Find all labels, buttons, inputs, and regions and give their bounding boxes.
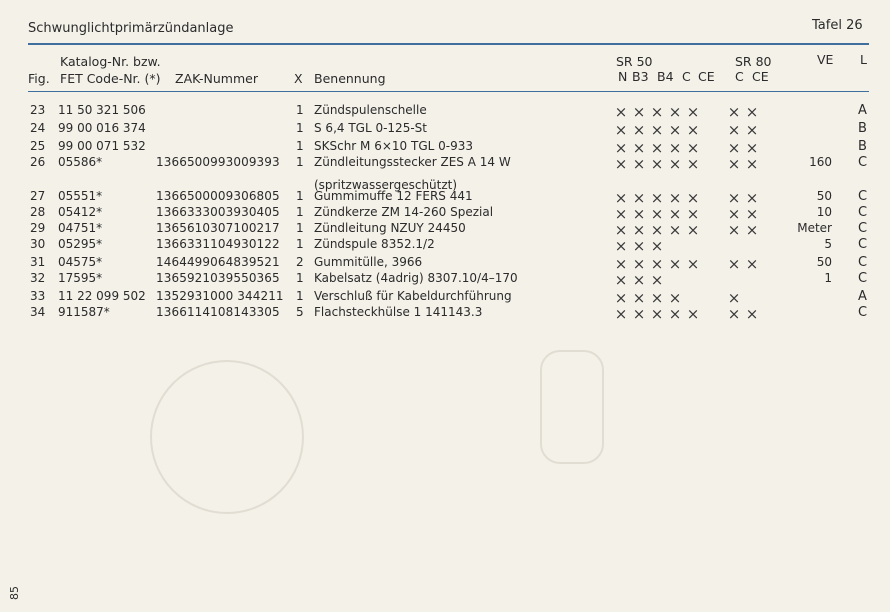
sr50-fit-mark: × [632,189,646,207]
sr50-fit-mark: × [686,189,700,207]
quantity: 1 [296,121,304,135]
header-sr50-b3: B3 [632,69,649,84]
quantity: 1 [296,271,304,285]
zak-number: 1366333003930405 [156,205,280,219]
table-row [0,205,890,221]
sr50-fit-mark: × [650,155,664,173]
table-row [0,139,890,155]
catalog-number: 99 00 071 532 [58,139,146,153]
sr80-fit-mark: × [745,139,759,157]
zak-number: 1366500009306805 [156,189,280,203]
sr50-fit-mark: × [686,205,700,223]
sr50-fit-mark: × [668,121,682,139]
page-title: Schwunglichtprimärzündanlage [28,21,234,36]
page-number: 85 [8,586,21,600]
part-name: Verschluß für Kabeldurchführung [314,289,512,303]
sr80-fit-mark: × [727,289,741,307]
supply-code: C [858,221,868,236]
quantity: 1 [296,155,304,169]
supply-code: C [858,189,868,204]
catalog-number: 05295* [58,237,103,251]
quantity: 1 [296,205,304,219]
fig-number: 30 [30,237,46,251]
header-sr80-ce: CE [752,69,769,84]
zak-number: 1365610307100217 [156,221,280,235]
header-sr50-b4: B4 [657,69,674,84]
fig-number: 34 [30,305,46,319]
catalog-number: 05551* [58,189,103,203]
part-name: Zündleitungsstecker ZES A 14 W [314,155,511,169]
sr50-fit-mark: × [650,189,664,207]
sr50-fit-mark: × [650,255,664,273]
part-name: SKSchr M 6×10 TGL 0-933 [314,139,473,153]
table-row [0,155,890,171]
showthrough-coil [540,350,604,464]
sr50-fit-mark: × [650,271,664,289]
sr50-fit-mark: × [614,271,628,289]
quantity: 2 [296,255,304,269]
header-benennung: Benennung [314,71,386,86]
fig-number: 24 [30,121,46,135]
sr50-fit-mark: × [632,121,646,139]
supply-code: B [858,121,867,136]
sr50-fit-mark: × [632,237,646,255]
sr80-fit-mark: × [745,305,759,323]
sr80-fit-mark: × [745,103,759,121]
sr50-fit-mark: × [632,103,646,121]
part-name: Gummimuffe 12 FERS 441 [314,189,473,203]
fig-number: 32 [30,271,46,285]
sr80-fit-mark: × [745,255,759,273]
sr50-fit-mark: × [632,221,646,239]
sr80-fit-mark: × [745,155,759,173]
sr80-fit-mark: × [727,305,741,323]
header-fig: Fig. [28,71,50,86]
sr50-fit-mark: × [650,237,664,255]
quantity: 1 [296,103,304,117]
supply-code: C [858,305,868,320]
sr50-fit-mark: × [650,103,664,121]
sr50-fit-mark: × [668,221,682,239]
supply-code: C [858,155,868,170]
fig-number: 33 [30,289,46,303]
zak-number: 1365921039550365 [156,271,280,285]
sr80-fit-mark: × [727,221,741,239]
header-catalog-line1: Katalog-Nr. bzw. [60,54,161,69]
sr50-fit-mark: × [668,189,682,207]
quantity: 1 [296,139,304,153]
part-name: S 6,4 TGL 0-125-St [314,121,427,135]
fig-number: 27 [30,189,46,203]
sr50-fit-mark: × [614,305,628,323]
sr50-fit-mark: × [614,255,628,273]
header-sr50-n: N [618,69,628,84]
table-row [0,255,890,271]
part-name: Flachsteckhülse 1 141143.3 [314,305,483,319]
supply-code: C [858,205,868,220]
packing-unit: Meter [797,221,832,235]
packing-unit: 10 [816,205,832,219]
sr50-fit-mark: × [614,155,628,173]
part-name: Zündspule 8352.1/2 [314,237,435,251]
sr80-fit-mark: × [727,205,741,223]
sr80-fit-mark: × [727,139,741,157]
sr80-fit-mark: × [727,255,741,273]
sr80-fit-mark: × [745,189,759,207]
supply-code: C [858,271,868,286]
sr50-fit-mark: × [686,305,700,323]
quantity: 1 [296,221,304,235]
catalog-number: 911587* [58,305,110,319]
sr50-fit-mark: × [632,271,646,289]
sr50-fit-mark: × [650,305,664,323]
supply-code: A [858,289,867,304]
catalog-number: 11 50 321 506 [58,103,146,117]
sr50-fit-mark: × [668,305,682,323]
sr50-fit-mark: × [650,221,664,239]
sr50-fit-mark: × [650,205,664,223]
supply-code: A [858,103,867,118]
sr50-fit-mark: × [632,289,646,307]
sr50-fit-mark: × [614,237,628,255]
part-name: Zündkerze ZM 14-260 Spezial [314,205,494,219]
sr50-fit-mark: × [668,139,682,157]
header-sr50-c: C [682,69,691,84]
zak-number: 1366331104930122 [156,237,280,251]
fig-number: 26 [30,155,46,169]
supply-code: C [858,255,868,270]
header-x: X [294,71,303,86]
header-sr50: SR 50 [616,54,653,69]
packing-unit: 50 [816,189,832,203]
sr80-fit-mark: × [745,221,759,239]
table-row [0,121,890,137]
table-row [0,221,890,237]
quantity: 1 [296,189,304,203]
sr50-fit-mark: × [650,121,664,139]
sr50-fit-mark: × [632,155,646,173]
catalog-number: 04575* [58,255,103,269]
packing-unit: 5 [824,237,832,251]
zak-number: 1366500993009393 [156,155,280,169]
packing-unit: 160 [809,155,832,169]
fig-number: 31 [30,255,46,269]
sr80-fit-mark: × [727,189,741,207]
header-zak: ZAK-Nummer [175,71,258,86]
sr50-fit-mark: × [686,103,700,121]
quantity: 1 [296,237,304,251]
header-rule-bottom [28,91,869,92]
packing-unit: 1 [824,271,832,285]
quantity: 5 [296,305,304,319]
sr50-fit-mark: × [614,189,628,207]
part-name: Gummitülle, 3966 [314,255,423,269]
catalog-number: 11 22 099 502 [58,289,146,303]
header-rule-top [28,43,869,45]
sr50-fit-mark: × [614,121,628,139]
row-26-continuation: (spritzwassergeschützt) [314,178,458,192]
sr50-fit-mark: × [614,139,628,157]
sr50-fit-mark: × [686,139,700,157]
sr50-fit-mark: × [668,205,682,223]
packing-unit: 50 [816,255,832,269]
sr50-fit-mark: × [668,255,682,273]
header-sr80-c: C [735,69,744,84]
zak-number: 1352931000 344211 [156,289,284,303]
sr50-fit-mark: × [650,139,664,157]
sr50-fit-mark: × [668,289,682,307]
table-row [0,237,890,253]
sr80-fit-mark: × [745,205,759,223]
header-catalog-line2: FET Code-Nr. (*) [60,71,161,86]
sr50-fit-mark: × [614,205,628,223]
sr50-fit-mark: × [632,255,646,273]
supply-code: C [858,237,868,252]
sr50-fit-mark: × [650,289,664,307]
part-name: Zündleitung NZUY 24450 [314,221,466,235]
catalog-number: 05412* [58,205,103,219]
part-name: Kabelsatz (4adrig) 8307.10/4–170 [314,271,518,285]
catalog-number: 99 00 016 374 [58,121,146,135]
table-row [0,271,890,287]
part-name: Zündspulenschelle [314,103,427,117]
catalog-number: 17595* [58,271,103,285]
header-ve: VE [817,52,834,67]
header-l: L [860,52,867,67]
sr50-fit-mark: × [668,103,682,121]
table-row [0,103,890,119]
zak-number: 1366114108143305 [156,305,280,319]
fig-number: 28 [30,205,46,219]
sr50-fit-mark: × [686,121,700,139]
sr50-fit-mark: × [668,155,682,173]
fig-number: 29 [30,221,46,235]
sr80-fit-mark: × [727,121,741,139]
catalog-number: 05586* [58,155,103,169]
fig-number: 25 [30,139,46,153]
zak-number: 1464499064839521 [156,255,280,269]
sr50-fit-mark: × [632,205,646,223]
sr80-fit-mark: × [745,121,759,139]
table-row [0,289,890,305]
fig-number: 23 [30,103,46,117]
sr50-fit-mark: × [614,103,628,121]
sr80-fit-mark: × [727,103,741,121]
plate-number: Tafel 26 [812,18,863,33]
sr50-fit-mark: × [614,221,628,239]
sr50-fit-mark: × [686,155,700,173]
supply-code: B [858,139,867,154]
catalog-number: 04751* [58,221,103,235]
quantity: 1 [296,289,304,303]
header-sr80: SR 80 [735,54,772,69]
sr50-fit-mark: × [686,221,700,239]
sr50-fit-mark: × [614,289,628,307]
sr50-fit-mark: × [632,139,646,157]
sr80-fit-mark: × [727,155,741,173]
sr50-fit-mark: × [632,305,646,323]
sr50-fit-mark: × [686,255,700,273]
table-row [0,305,890,321]
showthrough-wheel [150,360,304,514]
header-sr50-ce: CE [698,69,715,84]
